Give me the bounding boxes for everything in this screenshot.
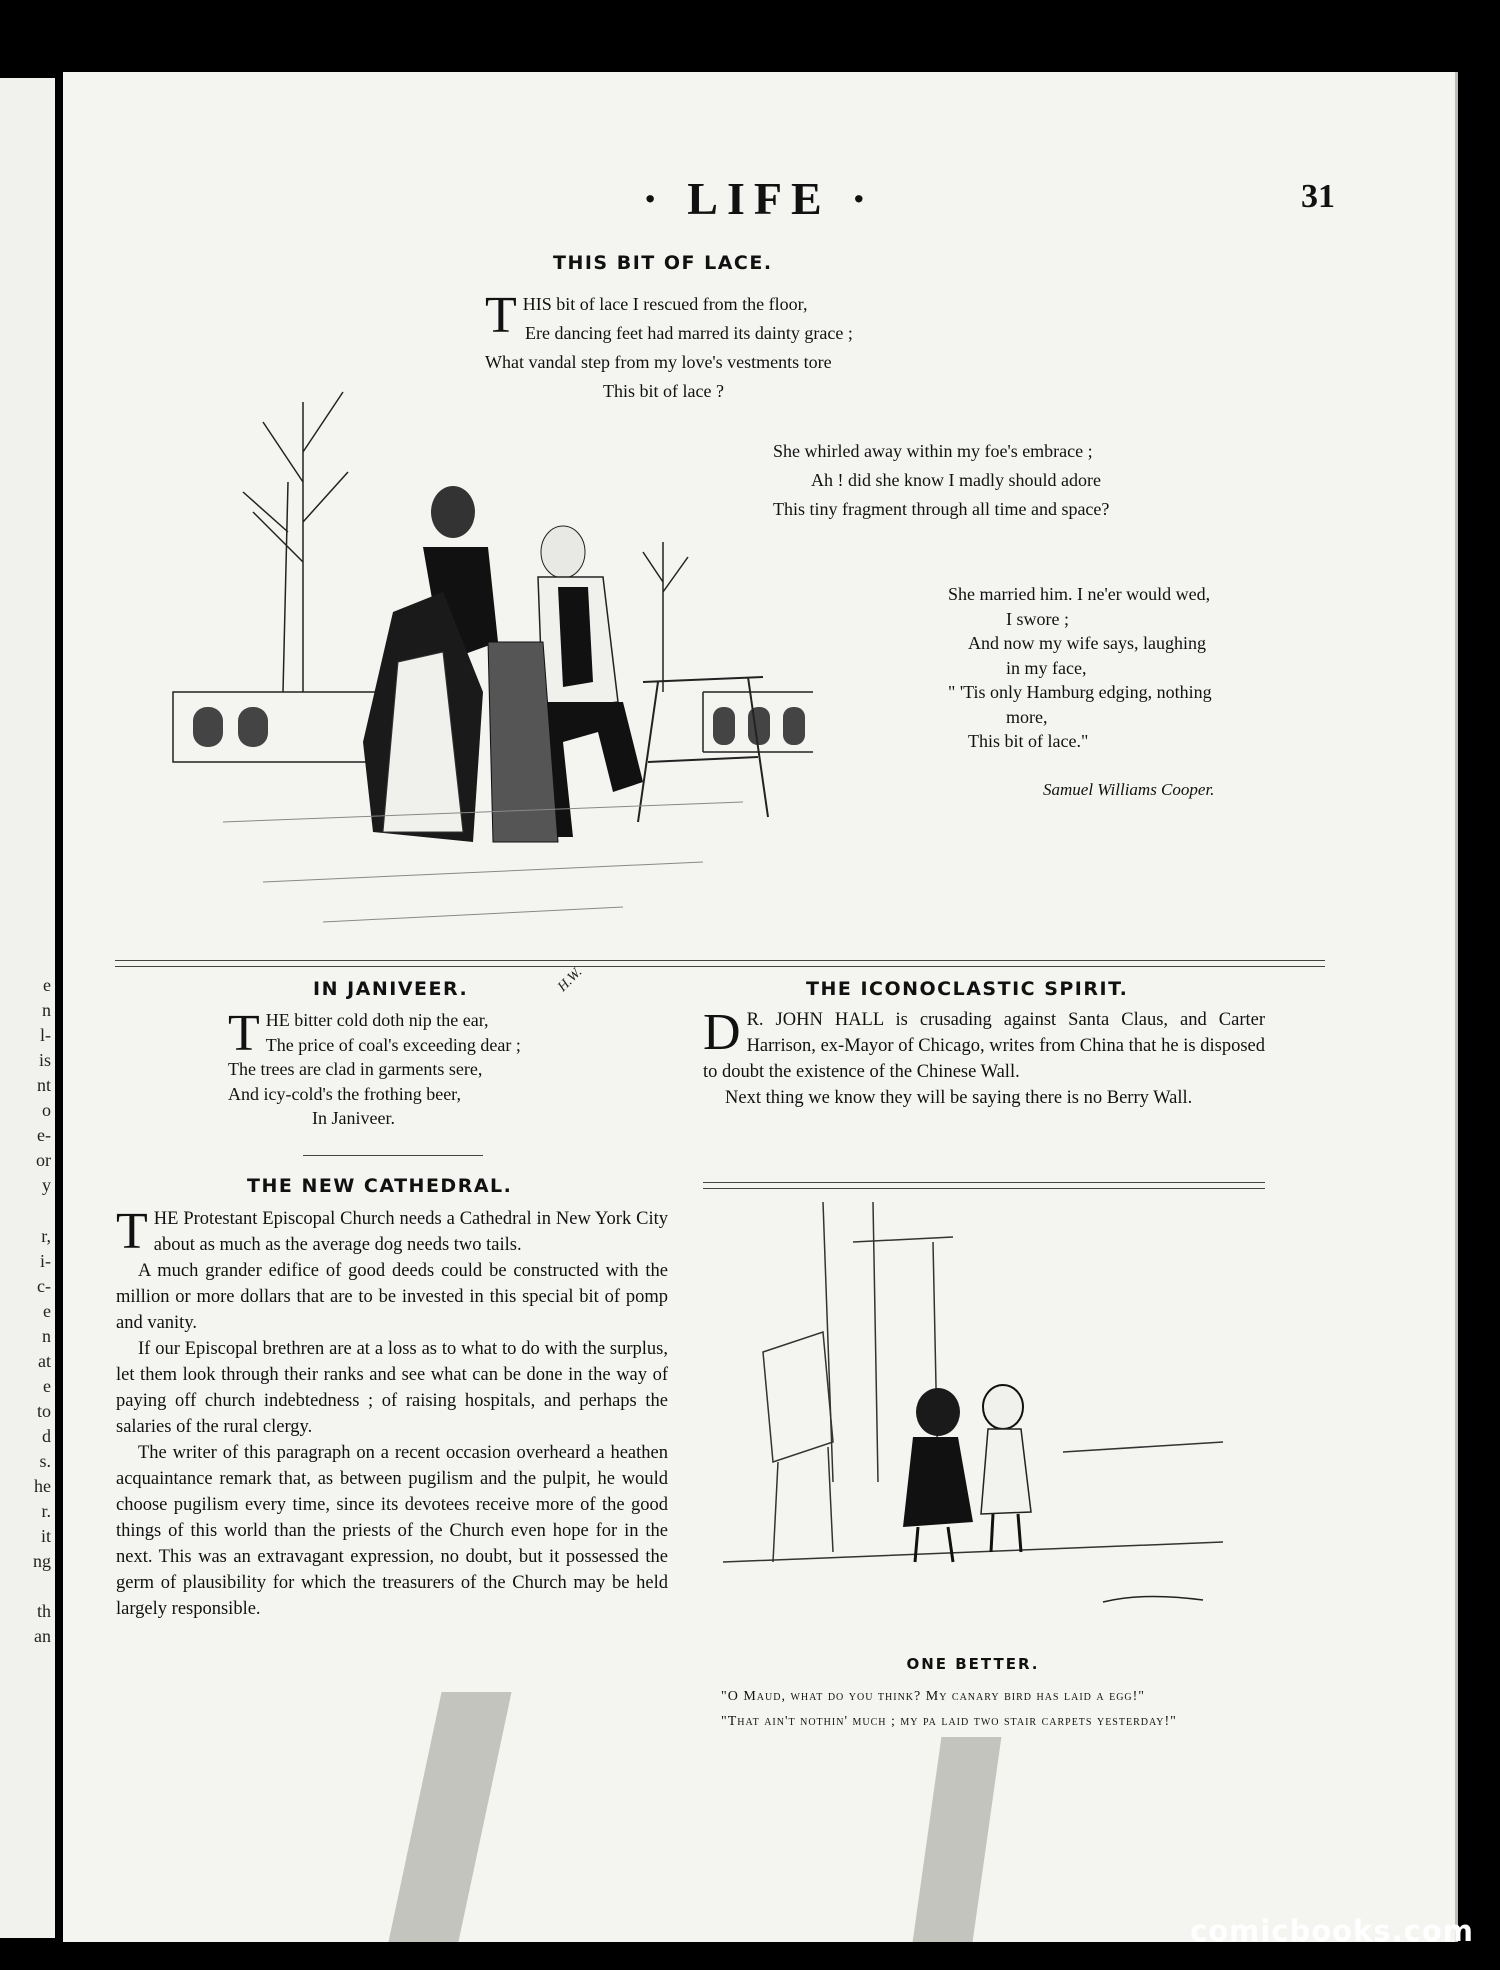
adjacent-fragment: it xyxy=(40,1526,51,1546)
drop-cap: T xyxy=(116,1203,148,1260)
adjacent-fragment: i- xyxy=(40,1251,51,1271)
adjacent-fragment: e xyxy=(43,1376,51,1396)
janiveer-verse xyxy=(228,1005,521,1131)
page-edge xyxy=(1455,72,1458,1942)
cathedral-paragraph: A much grander edifice of good deeds could be constructed with the million or more dollars that are to be invested in this special bit of pomp and vanity. xyxy=(116,1261,668,1333)
adjacent-fragment: at xyxy=(38,1351,51,1371)
adjacent-fragment: is xyxy=(38,1050,51,1070)
magazine-page xyxy=(63,72,1455,1942)
svg-text:H.W.: H.W. xyxy=(555,964,586,995)
adjacent-fragment: to xyxy=(36,1401,51,1421)
verse-line: HE bitter cold doth nip the ear, xyxy=(265,1010,489,1030)
section-divider xyxy=(115,960,1325,967)
adjacent-fragment: r. xyxy=(41,1501,51,1521)
adjacent-fragment: ng xyxy=(33,1551,51,1571)
verse-line: in my face, xyxy=(1006,657,1087,678)
verse-line: This bit of lace." xyxy=(968,731,1089,751)
adjacent-fragment: d xyxy=(42,1426,51,1446)
adjacent-fragment: he xyxy=(34,1476,51,1496)
adjacent-page-edge xyxy=(0,78,55,1938)
cathedral-paragraph: If our Episcopal brethren are at a loss as to what to do with the surplus, let them look through their ranks and see what can be done in the way of paying off church indebtedness ; of raising hospitals, and perhaps the salaries of the rural clergy. xyxy=(116,1339,668,1437)
iconoclastic-paragraph: R. JOHN HALL is crusading against Santa Claus, and Carter Harrison, ex-Mayor of Chicago, writes from China that he is disposed to doubt the existence of the Chinese Wall. xyxy=(703,1010,1265,1082)
tape-mark xyxy=(388,1692,511,1942)
tape-mark xyxy=(913,1737,1002,1942)
adjacent-fragment: e xyxy=(43,975,51,995)
one-better-dialogue xyxy=(703,1686,1243,1736)
iconoclastic-article xyxy=(703,1004,1265,1111)
verse-line: What vandal step from my love's vestments tore xyxy=(485,352,832,372)
adjacent-fragment: an xyxy=(34,1626,51,1646)
adjacent-fragment: e xyxy=(43,1301,51,1321)
lace-stanza-3 xyxy=(948,582,1212,754)
verse-line: HIS bit of lace I rescued from the floor, xyxy=(522,294,808,314)
cathedral-article xyxy=(116,1203,668,1622)
adjacent-fragment: th xyxy=(36,1601,51,1621)
iconoclastic-title: THE ICONOCLASTIC SPIRIT. xyxy=(806,978,1129,1000)
lace-stanza-2 xyxy=(773,437,1109,524)
verse-line: This bit of lace ? xyxy=(603,381,724,401)
couple-terrace-illustration xyxy=(143,362,813,1012)
adjacent-fragment: n xyxy=(42,1326,51,1346)
verse-line: This tiny fragment through all time and space? xyxy=(773,499,1110,519)
verse-line: I swore ; xyxy=(1006,608,1069,629)
verse-line: She whirled away within my foe's embrace ; xyxy=(773,441,1093,461)
cathedral-paragraph: HE Protestant Episcopal Church needs a Cathedral in New York City about as much as the average dog needs two tails. xyxy=(153,1209,668,1255)
adjacent-fragment: y xyxy=(42,1175,51,1195)
iconoclastic-paragraph: Next thing we know they will be saying there is no Berry Wall. xyxy=(725,1088,1193,1108)
verse-line: In Janiveer. xyxy=(312,1108,395,1128)
drop-cap: T xyxy=(228,1005,260,1062)
adjacent-fragment: r, xyxy=(41,1226,51,1246)
dialogue-line: "O Maud, what do you think? My canary bird has laid a egg!" xyxy=(721,1689,1146,1704)
dialogue-line: "That ain't nothin' much ; my pa laid two stair carpets yesterday!" xyxy=(721,1714,1177,1729)
verse-line: Ah ! did she know I madly should adore xyxy=(811,470,1101,490)
adjacent-fragment: s. xyxy=(39,1451,51,1471)
adjacent-fragment: o xyxy=(42,1100,51,1120)
page-number: 31 xyxy=(1301,178,1335,215)
lace-author: Samuel Williams Cooper. xyxy=(1043,780,1215,799)
cathedral-paragraph: The writer of this paragraph on a recent occasion overheard a heathen acquaintance remark that, as between pugilism and the pulpit, he would choose pugilism every time, since its devotees receive more of the good things of this world than the priests of the Church even hope for in the next. This was an extravagant expression, no doubt, but it possessed the germ of plausibility for which the treasurers of the Church may be held largely responsible. xyxy=(116,1443,668,1619)
drop-cap: D xyxy=(703,1004,741,1061)
one-better-title: ONE BETTER. xyxy=(906,1655,1040,1673)
verse-line: " 'Tis only Hamburg edging, nothing xyxy=(948,682,1212,702)
adjacent-fragment: nt xyxy=(36,1075,51,1095)
janiveer-title: IN JANIVEER. xyxy=(313,978,469,1000)
verse-line: The trees are clad in garments sere, xyxy=(228,1059,483,1079)
children-cartoon-illustration xyxy=(703,1182,1243,1642)
adjacent-fragment: l- xyxy=(40,1025,51,1045)
drop-cap: T xyxy=(485,287,517,344)
adjacent-fragment: e- xyxy=(37,1125,51,1145)
masthead: · LIFE · xyxy=(642,173,876,224)
verse-line: And now my wife says, laughing xyxy=(968,633,1206,653)
cathedral-title: THE NEW CATHEDRAL. xyxy=(247,1175,513,1197)
verse-line: Ere dancing feet had marred its dainty grace ; xyxy=(525,323,853,343)
short-divider xyxy=(303,1155,483,1156)
watermark: comicbooks.com xyxy=(1190,1914,1474,1948)
verse-line: The price of coal's exceeding dear ; xyxy=(265,1034,521,1055)
adjacent-fragment: or xyxy=(36,1150,51,1170)
adjacent-fragment: c- xyxy=(37,1276,51,1296)
lace-title: THIS BIT OF LACE. xyxy=(553,252,773,274)
verse-line: She married him. I ne'er would wed, xyxy=(948,584,1211,604)
verse-line: And icy-cold's the frothing beer, xyxy=(228,1083,461,1104)
verse-line: more, xyxy=(1006,706,1048,727)
adjacent-fragment: n xyxy=(42,1000,51,1020)
